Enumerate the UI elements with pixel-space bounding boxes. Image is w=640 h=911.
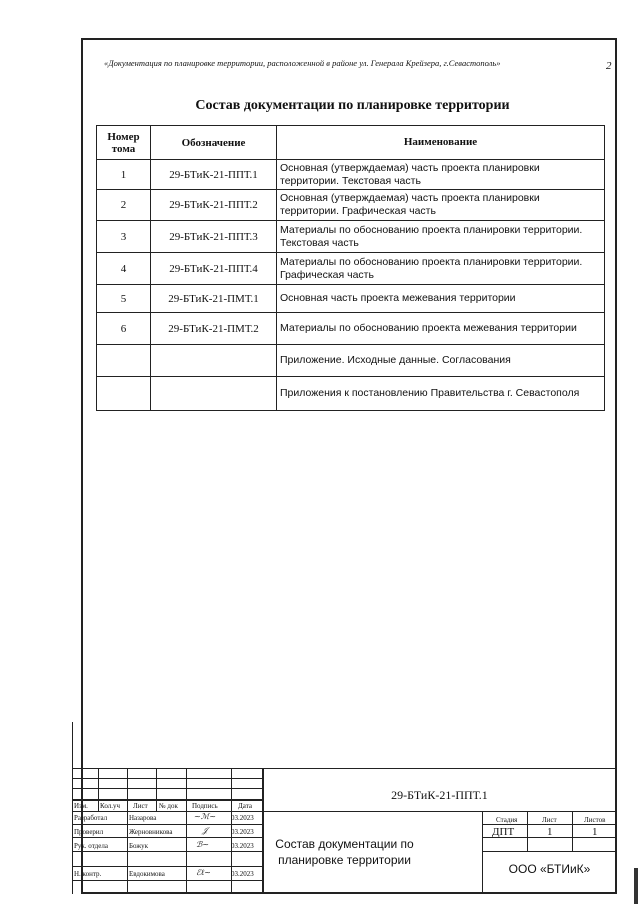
organization-name: ООО «БТИиК» xyxy=(508,862,591,876)
signer-name: Божук xyxy=(129,842,149,850)
title-block-rule xyxy=(72,880,262,881)
sheet-value: 1 xyxy=(547,826,553,838)
col-header-count: Кол.уч xyxy=(100,802,120,810)
title-block-doc-code: 29-БТиК-21-ППТ.1 xyxy=(391,788,488,802)
signature-mark: ℬ~ xyxy=(196,840,209,849)
table-row xyxy=(97,160,605,190)
title-block-rule xyxy=(72,778,262,779)
signer-role: Проверил xyxy=(74,828,104,836)
volume-number: 2 xyxy=(97,190,151,221)
title-block-rule xyxy=(72,768,73,894)
signer-name: Назарова xyxy=(129,814,157,822)
document-name: Основная (утверждаемая) часть проекта планировки территории. Графическая часть xyxy=(277,190,605,221)
title-block-rule xyxy=(482,824,617,825)
sheets-value: 1 xyxy=(592,826,598,838)
table-header-row xyxy=(97,126,605,160)
document-name: Материалы по обоснованию проекта планировки территории. Текстовая часть xyxy=(277,221,605,253)
title-block-rule xyxy=(72,837,262,838)
title-block-rule xyxy=(127,768,128,894)
column-header-name: Наименование xyxy=(277,126,605,160)
volume-number: 4 xyxy=(97,253,151,285)
title-block-rule xyxy=(156,768,157,812)
column-header-volume: Номер тома xyxy=(97,126,151,160)
scan-edge-mark xyxy=(634,868,638,904)
title-block-rule xyxy=(482,851,617,852)
document-name: Основная (утверждаемая) часть проекта планировки территории. Текстовая часть xyxy=(277,160,605,190)
volume-number: 5 xyxy=(97,285,151,313)
page-number: 2 xyxy=(606,60,612,72)
col-header-signature: Подпись xyxy=(192,802,218,810)
signer-role: Рук. отдела xyxy=(74,842,108,850)
title-block-rule xyxy=(72,788,262,789)
table-row xyxy=(97,345,605,377)
title-block-doc-name: Состав документации по планировке территории xyxy=(275,837,414,867)
signature-mark: ℰℓ~ xyxy=(196,868,211,877)
col-header-date: Дата xyxy=(238,802,252,810)
document-code: 29-БТиК-21-ПМТ.2 xyxy=(151,313,277,345)
stage-label: Стадия xyxy=(496,816,518,824)
table-row xyxy=(97,313,605,345)
title-block-rule xyxy=(527,811,528,851)
volume-number xyxy=(97,377,151,411)
table-row xyxy=(97,221,605,253)
contents-table xyxy=(96,125,605,411)
document-code xyxy=(151,377,277,411)
title-block-rule xyxy=(482,811,483,894)
title-block-rule xyxy=(572,811,573,851)
volume-number: 6 xyxy=(97,313,151,345)
signer-role: Н. контр. xyxy=(74,870,102,878)
sheets-label: Листов xyxy=(584,816,606,824)
stage-value: ДПТ xyxy=(492,826,515,838)
col-header-docnum: № док xyxy=(159,802,178,810)
document-code: 29-БТиК-21-ППТ.3 xyxy=(151,221,277,253)
volume-number: 1 xyxy=(97,160,151,190)
signer-date: 03.2023 xyxy=(231,842,254,850)
table-row xyxy=(97,190,605,221)
table-row xyxy=(97,253,605,285)
volume-number xyxy=(97,345,151,377)
title-block-rule xyxy=(72,799,262,801)
document-code: 29-БТиК-21-ППТ.2 xyxy=(151,190,277,221)
document-code xyxy=(151,345,277,377)
signer-date: 03.2023 xyxy=(231,814,254,822)
col-header-sheet: Лист xyxy=(133,802,148,810)
signer-role: Разработал xyxy=(74,814,108,822)
document-name: Материалы по обоснованию проекта межевания территории xyxy=(277,313,605,345)
column-header-code: Обозначение xyxy=(151,126,277,160)
title-block-rule xyxy=(262,768,264,894)
document-code: 29-БТиК-21-ППТ.4 xyxy=(151,253,277,285)
signer-date: 03.2023 xyxy=(231,828,254,836)
signer-name: Евдокимова xyxy=(129,870,165,878)
table-row xyxy=(97,285,605,313)
title-block-rule xyxy=(186,768,187,894)
document-title: Состав документации по планировке территории xyxy=(195,98,510,113)
signature-mark: ~ℳ~ xyxy=(194,812,216,821)
sheet-label: Лист xyxy=(542,816,557,824)
title-block-rule xyxy=(98,768,99,812)
col-header-change: Изм. xyxy=(74,802,88,810)
title-block-rule xyxy=(72,811,262,812)
document-name: Основная часть проекта межевания территории xyxy=(277,285,605,313)
title-block-rule xyxy=(72,851,262,852)
document-code: 29-БТиК-21-ППТ.1 xyxy=(151,160,277,190)
document-name: Приложение. Исходные данные. Согласования xyxy=(277,345,605,377)
document-name: Материалы по обоснованию проекта планировки территории. Графическая часть xyxy=(277,253,605,285)
title-block-rule xyxy=(262,811,617,812)
document-code: 29-БТиК-21-ПМТ.1 xyxy=(151,285,277,313)
title-block-rule xyxy=(72,768,617,769)
title-block xyxy=(72,768,617,894)
title-block-rule xyxy=(72,824,262,825)
title-block-rule xyxy=(72,866,262,867)
document-name: Приложения к постановлению Правительства г. Севастополя xyxy=(277,377,605,411)
volume-number: 3 xyxy=(97,221,151,253)
table-row xyxy=(97,377,605,411)
signature-mark: 𝒥 xyxy=(202,826,208,835)
project-header: «Документация по планировке территории, расположенной в районе ул. Генерала Крейзера, г.Севастополь» xyxy=(104,58,501,68)
signer-date: 03.2023 xyxy=(231,870,254,878)
signer-name: Жерновникова xyxy=(129,828,173,836)
